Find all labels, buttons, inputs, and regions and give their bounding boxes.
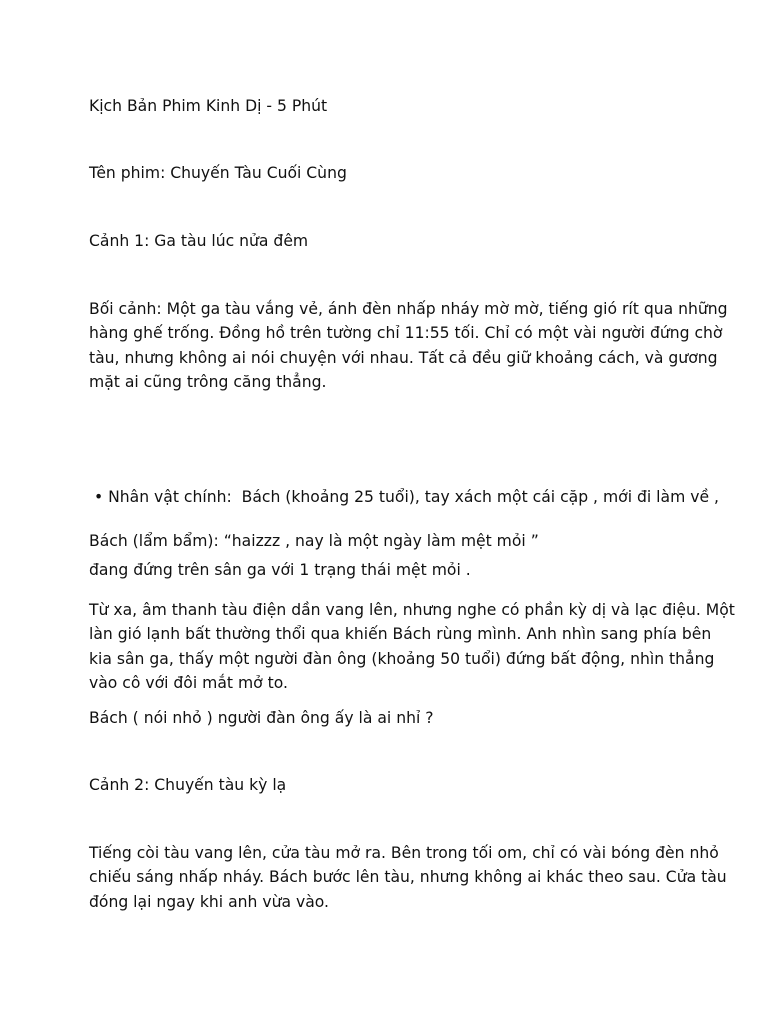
narration-paragraph bbox=[89, 598, 735, 696]
paragraph-line: • Nhân vật chính: Bách (khoảng 25 tuổi), tay xách một cái cặp , mới đi làm về , bbox=[89, 487, 719, 506]
paragraph-line: Bối cảnh: Một ga tàu vắng vẻ, ánh đèn nhấp nháy mờ mờ, tiếng gió rít qua những bbox=[89, 300, 728, 318]
paragraph-line: Tiếng còi tàu vang lên, cửa tàu mở ra. Bên trong tối om, chỉ có vài bóng đèn nhỏ bbox=[89, 844, 719, 862]
paragraph-line: đang đứng trên sân ga với 1 trạng thái mệt mỏi . bbox=[89, 561, 471, 580]
paragraph-line: Từ xa, âm thanh tàu điện dần vang lên, nhưng nghe có phần kỳ dị và lạc điệu. Một bbox=[89, 601, 735, 619]
dialogue-line-1: Bách (lẩm bẩm): “haizzz , nay là một ngày làm mệt mỏi ” bbox=[89, 532, 539, 550]
document-title: Kịch Bản Phim Kinh Dị - 5 Phút bbox=[89, 97, 328, 115]
scene-2-paragraph bbox=[89, 841, 727, 914]
setting-paragraph bbox=[89, 297, 728, 395]
paragraph-line: mặt ai cũng trông căng thẳng. bbox=[89, 373, 327, 392]
paragraph-line: chiếu sáng nhấp nháy. Bách bước lên tàu, nhưng không ai khác theo sau. Cửa tàu bbox=[89, 868, 727, 887]
film-name: Tên phim: Chuyến Tàu Cuối Cùng bbox=[89, 164, 347, 182]
paragraph-line: vào cô với đôi mắt mở to. bbox=[89, 674, 288, 693]
paragraph-line: kia sân ga, thấy một người đàn ông (khoảng 50 tuổi) đứng bất động, nhìn thẳng bbox=[89, 649, 715, 668]
dialogue-line-2: Bách ( nói nhỏ ) người đàn ông ấy là ai nhỉ ? bbox=[89, 709, 434, 727]
paragraph-line: tàu, nhưng không ai nói chuyện với nhau. Tất cả đều giữ khoảng cách, và gương bbox=[89, 348, 718, 367]
paragraph-line: hàng ghế trống. Đồng hồ trên tường chỉ 11:55 tối. Chỉ có một vài người đứng chờ bbox=[89, 324, 723, 343]
scene-1-heading: Cảnh 1: Ga tàu lúc nửa đêm bbox=[89, 232, 309, 250]
paragraph-line: làn gió lạnh bất thường thổi qua khiến Bách rùng mình. Anh nhìn sang phía bên bbox=[89, 625, 712, 644]
paragraph-line: đóng lại ngay khi anh vừa vào. bbox=[89, 892, 329, 911]
scene-2-heading: Cảnh 2: Chuyến tàu kỳ lạ bbox=[89, 776, 287, 794]
